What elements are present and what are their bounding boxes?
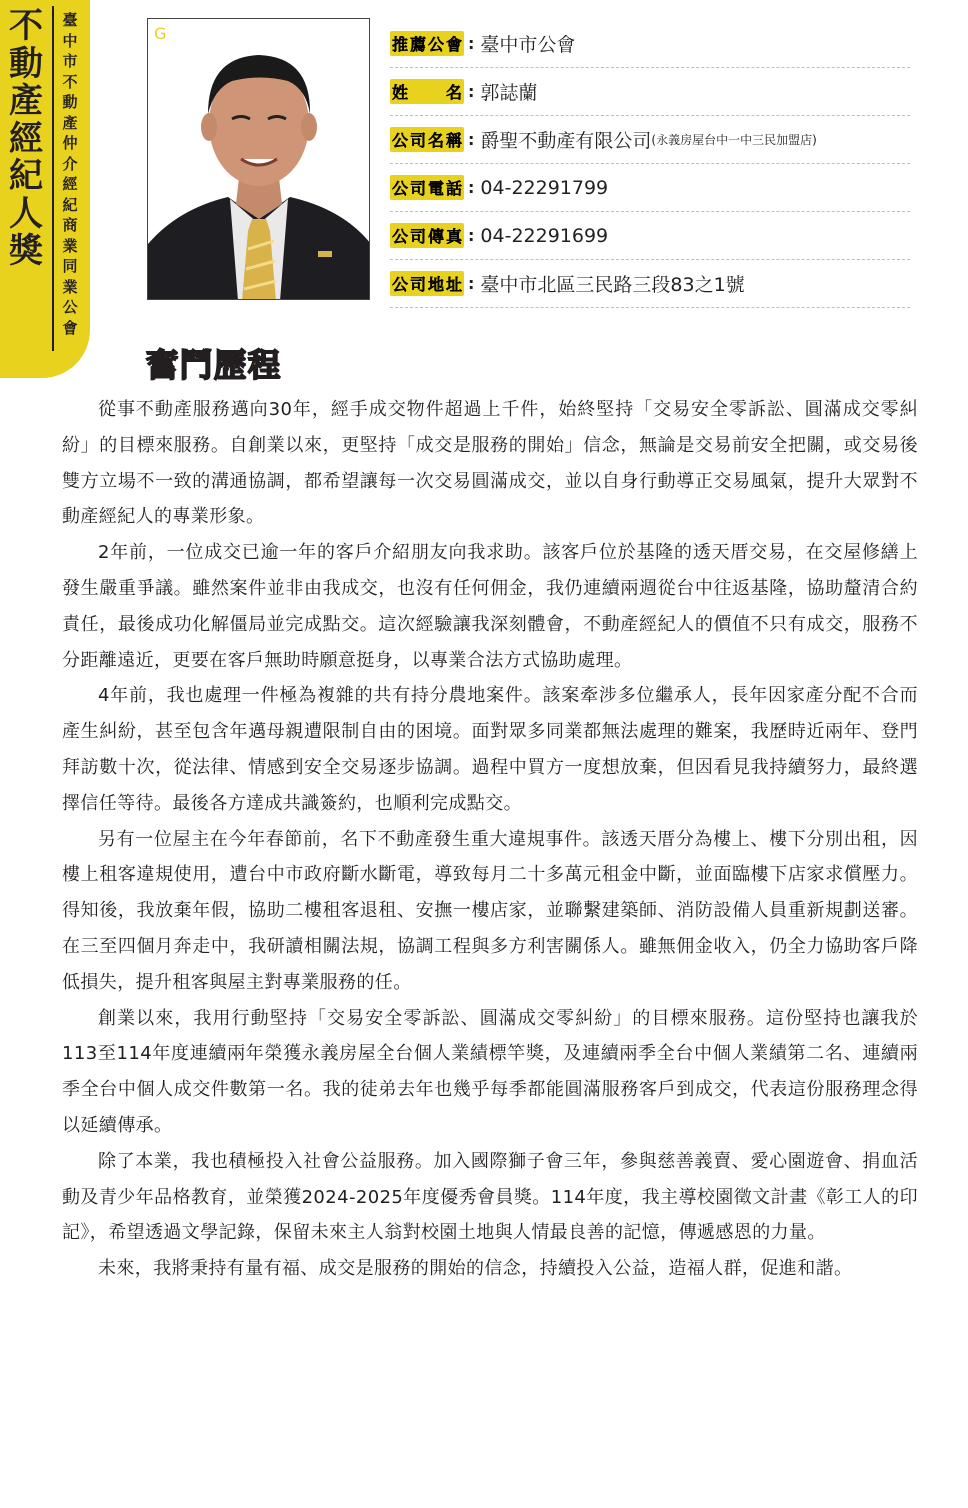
section-heading: 奮鬥歷程 (146, 346, 283, 384)
association-name (57, 10, 83, 338)
association-name-char: 中 (62, 31, 78, 50)
info-row-phone: 公司電話 : 04-22291799 (390, 164, 910, 212)
association-name-char: 紀 (62, 195, 78, 214)
portrait-photo-icon (148, 19, 370, 300)
info-label: 公司電話 (390, 175, 464, 200)
association-name-char: 介 (62, 154, 78, 173)
association-name-char: 經 (62, 175, 78, 193)
award-title-char: 紀 (9, 156, 43, 196)
award-side-tab (0, 0, 90, 378)
paragraph: 另有一位屋主在今年春節前，名下不動產發生重大違規事件。該透天厝分為樓上、樓下分別出租，因樓上租客違規使用，遭台中市政府斷水斷電，導致每月二十多萬元租金中斷，並面臨樓下店家求償壓力。得知後，我放棄年假，協助二樓租客退租、安撫一樓店家，並聯繫建築師、消防設備人員重新規劃送審。在三至四個月奔走中，我研讀相關法規，協調工程與多方利害關係人。雖無佣金收入，仍全力協助客戶降低損失，提升租客與屋主對專業服務的任。 (62, 828, 918, 993)
svg-text:G: G (154, 24, 167, 43)
association-name-char: 商 (62, 216, 78, 234)
paragraph: 4年前，我也處理一件極為複雜的共有持分農地案件。該案牽涉多位繼承人，長年因家產分配不合而產生糾紛，甚至包含年邁母親遭限制自由的困境。面對眾多同業都無法處理的難案，我歷時近兩年、登門拜訪數十次，從法律、情感到安全交易逐步協調。過程中買方一度想放棄，但因看見我持續努力，最終選擇信任等待。最後各方達成共識簽約，也順利完成點交。 (62, 685, 918, 814)
award-title-char: 不 (9, 6, 43, 46)
info-value: 臺中市公會 (480, 34, 576, 56)
paragraph: 除了本業，我也積極投入社會公益服務。加入國際獅子會三年，參與慈善義賣、愛心園遊會、捐血活動及青少年品格教育，並榮獲2024-2025年度優秀會員獎。114年度，我主導校園徵文計畫《彰工人的印記》，希望透過文學記錄，保留未來主人翁對校園土地與人情最良善的記憶，傳遞感恩的力量。 (62, 1150, 918, 1244)
info-row-fax: 公司傳真 : 04-22291699 (390, 212, 910, 260)
award-title-char: 獎 (9, 231, 43, 271)
info-row-association: 推薦公會 : 臺中市公會 (390, 20, 910, 68)
info-value: 04-22291699 (480, 224, 609, 247)
association-name-char: 仲 (62, 134, 78, 152)
info-label: 公司傳真 (390, 223, 464, 248)
association-name-char: 業 (62, 277, 78, 296)
association-name-char: 動 (62, 93, 78, 111)
info-label: 公司名稱 (390, 127, 464, 152)
association-name-char: 業 (62, 236, 78, 255)
award-title (6, 8, 46, 270)
info-note: (永義房屋台中一中三民加盟店) (651, 133, 817, 147)
award-title-char: 產 (9, 81, 43, 121)
info-row-address: 公司地址 : 臺中市北區三民路三段83之1號 (390, 260, 910, 308)
article-body (62, 392, 918, 1287)
info-row-company: 公司名稱 : 爵聖不動產有限公司 (永義房屋台中一中三民加盟店) (390, 116, 910, 164)
association-name-char: 不 (62, 72, 78, 91)
paragraph: 2年前，一位成交已逾一年的客戶介紹朋友向我求助。該客戶位於基隆的透天厝交易，在交屋修繕上發生嚴重爭議。雖然案件並非由我成交，也沒有任何佣金，我仍連續兩週從台中往返基隆，協助釐清合約責任，最後成功化解僵局並完成點交。這次經驗讓我深刻體會，不動產經紀人的價值不只有成交，服務不分距離遠近，更要在客戶無助時願意挺身，以專業合法方式協助處理。 (62, 542, 918, 671)
paragraph: 未來，我將秉持有量有福、成交是服務的開始的信念，持續投入公益，造福人群，促進和諧。 (98, 1258, 853, 1280)
portrait-photo (147, 18, 370, 300)
award-title-char: 經 (9, 118, 43, 159)
info-row-name: 姓名 : 郭誌蘭 (390, 68, 910, 116)
info-label: 公司地址 (390, 271, 464, 296)
association-name-char: 市 (62, 52, 78, 70)
profile-info (390, 20, 910, 308)
info-value: 04-22291799 (480, 176, 609, 199)
paragraph: 創業以來，我用行動堅持「交易安全零訴訟、圓滿成交零糾紛」的目標來服務。這份堅持也讓我於113至114年度連續兩年榮獲永義房屋全台個人業績標竿獎，及連續兩季全台中個人業績第二名、連續兩季全台中個人成交件數第一名。我的徒弟去年也幾乎每季都能圓滿服務客戶到成交，代表這份服務理念得以延續傳承。 (62, 1007, 918, 1136)
association-name-char: 會 (62, 318, 78, 337)
side-divider (52, 6, 54, 351)
info-label: 姓名 (390, 79, 464, 104)
paragraph: 從事不動產服務邁向30年，經手成交物件超過上千件，始終堅持「交易安全零訴訟、圓滿成交零糾紛」的目標來服務。自創業以來，更堅持「成交是服務的開始」信念，無論是交易前安全把關，或交易後雙方立場不一致的溝通協調，都希望讓每一次交易圓滿成交，並以自身行動導正交易風氣，提升大眾對不動產經紀人的專業形象。 (62, 399, 918, 528)
association-name-char: 同 (62, 257, 78, 275)
info-value: 臺中市北區三民路三段83之1號 (480, 274, 745, 296)
association-name-char: 產 (62, 113, 78, 132)
info-label: 推薦公會 (390, 31, 464, 56)
info-value: 爵聖不動產有限公司 (480, 130, 652, 152)
award-title-char: 人 (9, 193, 43, 234)
association-name-char: 公 (62, 298, 78, 316)
award-title-char: 動 (9, 43, 43, 84)
association-name-char: 臺 (62, 11, 78, 29)
info-value: 郭誌蘭 (480, 82, 538, 104)
